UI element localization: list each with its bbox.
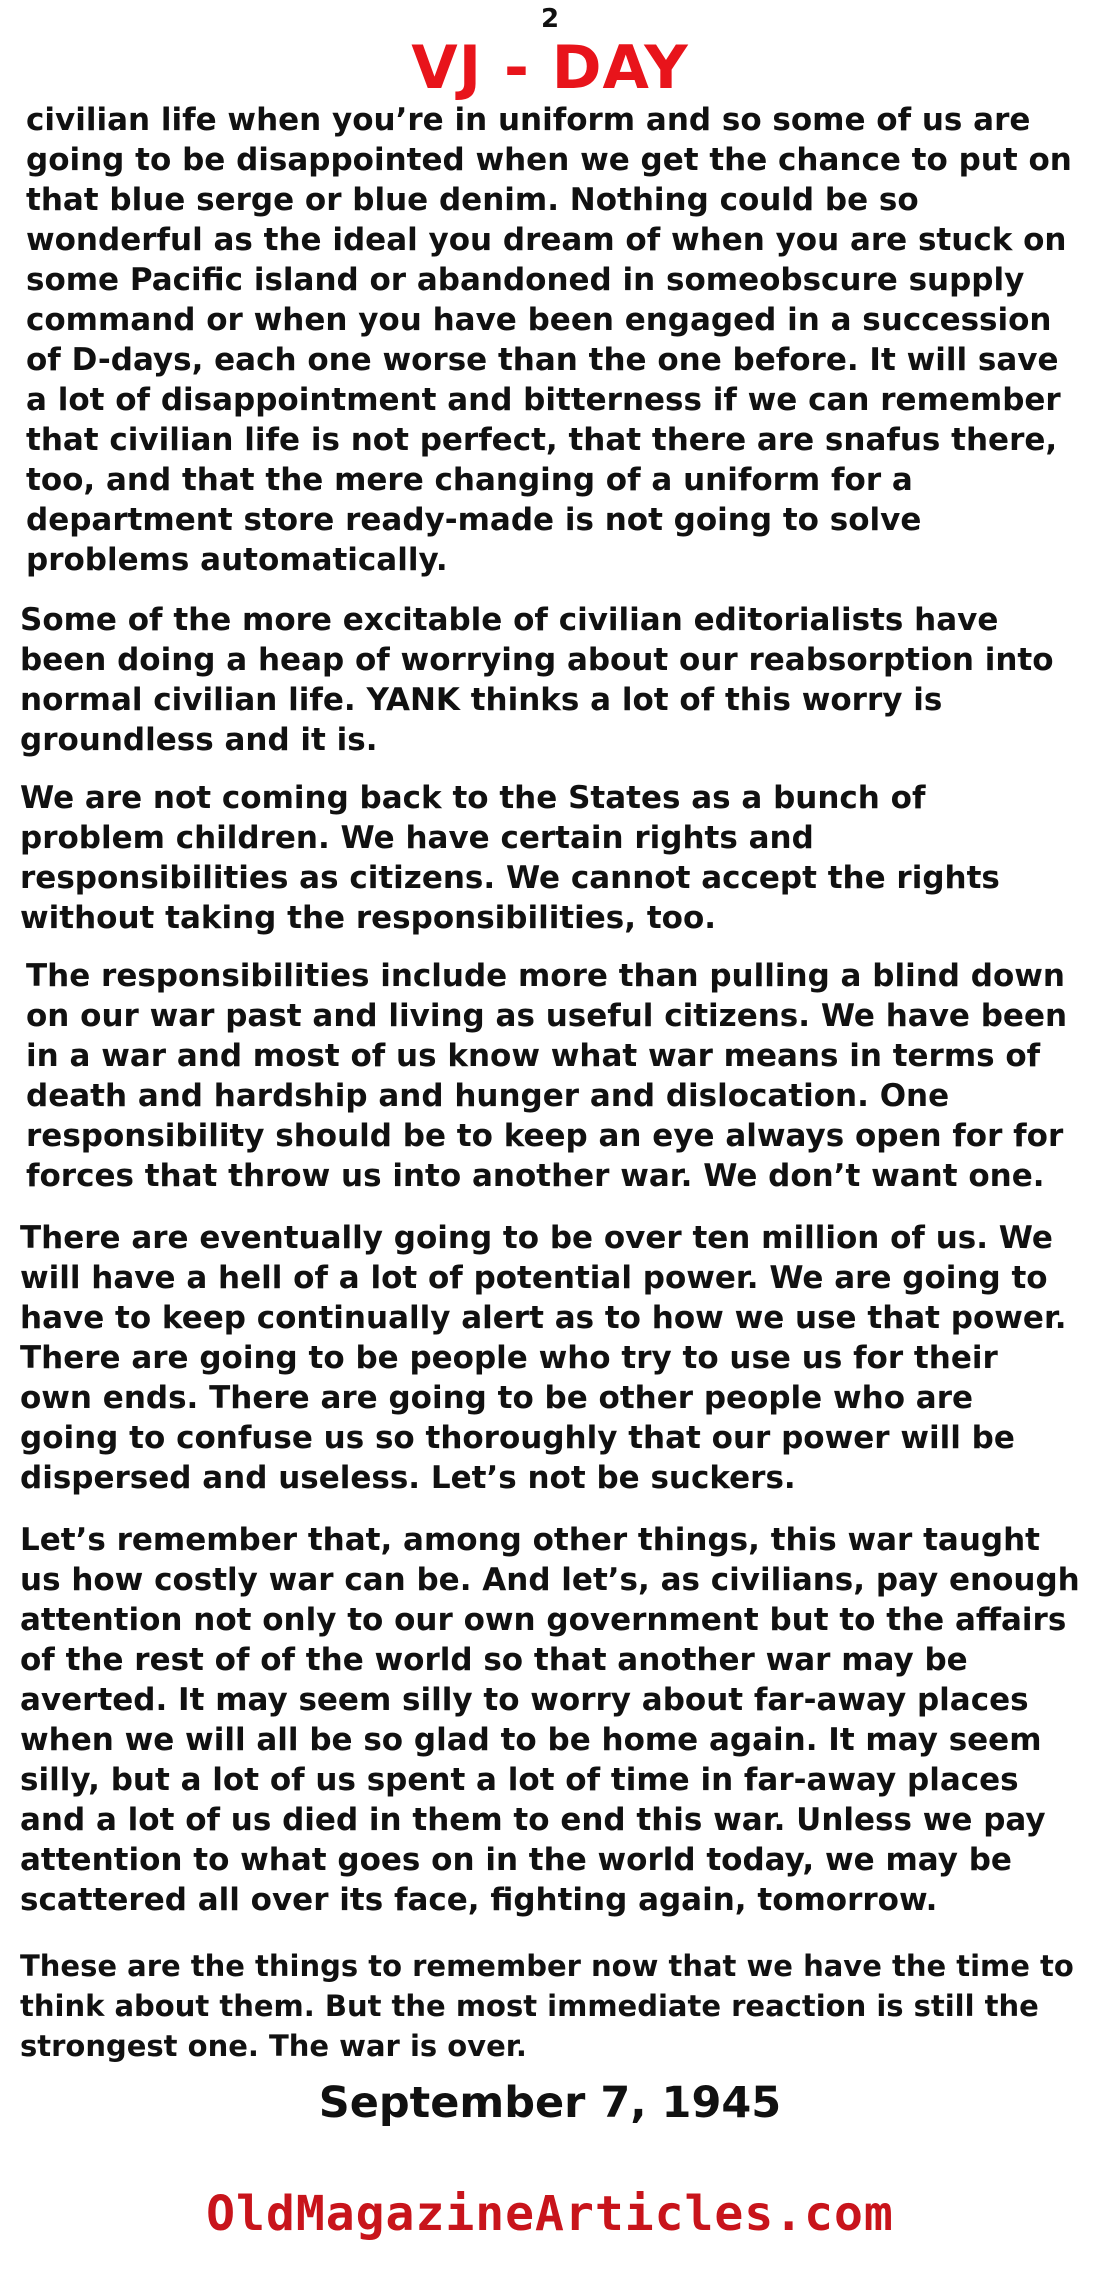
page-number: 2 <box>540 4 560 34</box>
article-paragraph: Let’s remember that, among other things, this war taught us how costly war can be. And let’s, as civilians, pay enough attention not only to our own government but to the affairs of the rest of of the world so that another war may be averted. It may seem silly to worry about far-away places when we will all be so glad to be home again. It may seem silly, but a lot of us spent a lot of time in far-away places and a lot of us died in them to end this war. Unless we pay attention to what goes on in the world today, we may be scattered all over its face, fighting again, tomorrow. <box>20 1522 1080 1918</box>
article-title: VJ - DAY <box>411 33 689 103</box>
article-paragraph: The responsibilities include more than pulling a blind down on our war past and living as useful citizens. We have been in a war and most of us know what war means in terms of death and hardship and hunger and dislocation. One responsibility should be to keep an eye always open for for forces that throw us into another war. We don’t want one. <box>26 958 1068 1194</box>
article-paragraph: There are eventually going to be over ten million of us. We will have a hell of a lot of potential power. We are going to have to keep continually alert as to how we use that power. There are going to be people who try to use us for their own ends. There are going to be other people who are going to confuse us so thoroughly that our power will be dispersed and useless. Let’s not be suckers. <box>20 1220 1067 1496</box>
article-paragraph: civilian life when you’re in uniform and so some of us are going to be disappointed when we get the chance to put on that blue serge or blue denim. Nothing could be so wonderful as the ideal you dream of when you are stuck on some Pacific island or abandoned in someobscure supply command or when you have been engaged in a succession of D-days, each one worse than the one before. It will save a lot of disappointment and bitterness if we can remember that civilian life is not perfect, that there are snafus there, too, and that the mere changing of a uniform for a department store ready-made is not going to solve problems automatically. <box>26 102 1072 578</box>
site-watermark: OldMagazineArticles.com <box>206 2186 894 2242</box>
article-paragraph: These are the things to remember now that we have the time to think about them. But the most immediate reaction is still the strongest one. The war is over. <box>20 1949 1074 2063</box>
article-paragraph: Some of the more excitable of civilian editorialists have been doing a heap of worrying about our reabsorption into normal civilian life. YANK thinks a lot of this worry is groundless and it is. <box>20 602 1054 758</box>
article-body <box>20 100 1080 2066</box>
publication-date: September 7, 1945 <box>318 2078 782 2128</box>
article-paragraph: We are not coming back to the States as a bunch of problem children. We have certain rights and responsibilities as citizens. We cannot accept the rights without taking the responsibilities, too. <box>20 780 1000 936</box>
